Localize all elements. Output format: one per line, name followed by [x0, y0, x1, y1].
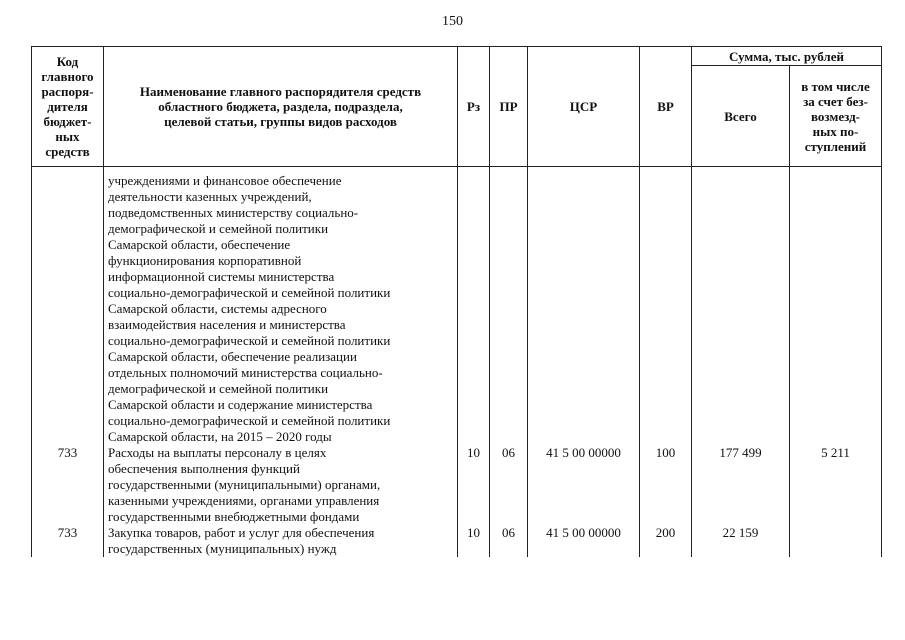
budget-table — [31, 46, 882, 557]
cell-csr: 41 5 00 00000 — [528, 445, 640, 525]
cell-incl — [790, 525, 882, 557]
header-sum-group: Сумма, тыс. рублей — [692, 47, 882, 66]
cell-pr — [490, 167, 528, 446]
header-rz: Рз — [458, 47, 490, 167]
cell-pr: 06 — [490, 525, 528, 557]
header-pr: ПР — [490, 47, 528, 167]
cell-code: 733 — [32, 525, 104, 557]
cell-code: 733 — [32, 445, 104, 525]
cell-csr: 41 5 00 00000 — [528, 525, 640, 557]
table-row — [32, 167, 882, 446]
cell-rz: 10 — [458, 525, 490, 557]
page-number: 150 — [442, 14, 463, 29]
cell-code — [32, 167, 104, 446]
cell-incl: 5 211 — [790, 445, 882, 525]
cell-incl — [790, 167, 882, 446]
cell-vr: 200 — [640, 525, 692, 557]
header-total: Всего — [692, 66, 790, 167]
cell-name: Закупка товаров, работ и услуг для обеспечения государственных (муниципальных) нужд — [104, 525, 458, 557]
table-row — [32, 525, 882, 557]
cell-vr: 100 — [640, 445, 692, 525]
cell-vr — [640, 167, 692, 446]
header-name: Наименование главного распорядителя средств областного бюджета, раздела, подраздела, целевой статьи, группы видов расходов — [104, 47, 458, 167]
table-row — [32, 445, 882, 525]
cell-pr: 06 — [490, 445, 528, 525]
header-code: Код главного распоря- дителя бюджет- ных средств — [32, 47, 104, 167]
cell-rz — [458, 167, 490, 446]
cell-total — [692, 167, 790, 446]
cell-total: 177 499 — [692, 445, 790, 525]
header-csr: ЦСР — [528, 47, 640, 167]
header-incl: в том числе за счет без- возмезд- ных по- ступлений — [790, 66, 882, 167]
header-vr: ВР — [640, 47, 692, 167]
cell-csr — [528, 167, 640, 446]
cell-name: Расходы на выплаты персоналу в целях обеспечения выполнения функций государственными (муниципальными) органами, казенными учреждениями, органами управления государственными внебюджетными фондами — [104, 445, 458, 525]
cell-total: 22 159 — [692, 525, 790, 557]
cell-rz: 10 — [458, 445, 490, 525]
cell-name: учреждениями и финансовое обеспечение деятельности казенных учреждений, подведомственных министерству социально- демографической и семейной политики Самарской области, обеспечение функционирования корпоративной информационной системы министерства социально-демографической и семейной политики Самарской области, системы адресного взаимодействия населения и министерства социально-демографической и семейной политики Самарской области, обеспечение реализации отдельных полномочий министерства социально- демографической и семейной политики Самарской области и содержание министерства социально-демографической и семейной политики Самарской области, на 2015 – 2020 годы — [104, 167, 458, 446]
